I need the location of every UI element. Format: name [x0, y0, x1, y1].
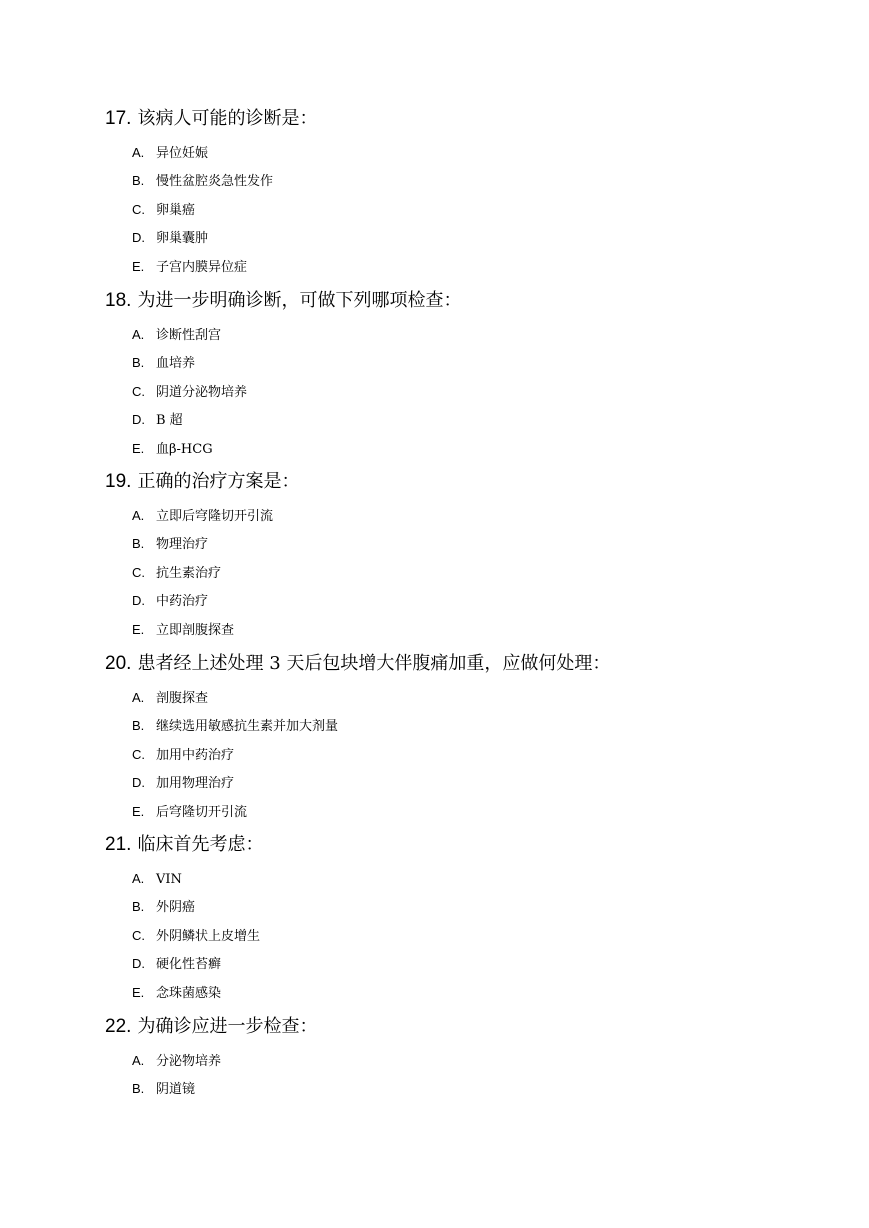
option-list: [132, 143, 805, 285]
question-title: [105, 105, 805, 131]
option-text: 剖腹探查: [156, 691, 209, 706]
option-a: [132, 688, 805, 716]
question-title: [105, 831, 805, 857]
question-title: [105, 1013, 805, 1039]
option-letter: A.: [132, 871, 145, 886]
option-text: 抗生素治疗: [156, 565, 222, 581]
option-text: 血β-HCG: [156, 441, 213, 457]
option-text: B 超: [156, 413, 183, 429]
option-c: [132, 926, 805, 954]
option-letter: D.: [132, 956, 145, 972]
option-letter: B.: [132, 1081, 145, 1097]
option-c: [132, 382, 805, 410]
question-17: [105, 105, 805, 285]
option-a: [132, 869, 805, 897]
question-text: 该病人可能的诊断是：: [137, 108, 318, 129]
option-text: 卵巢癌: [156, 202, 196, 218]
option-text: 中药治疗: [156, 594, 209, 610]
option-letter: B.: [132, 536, 145, 552]
option-text: 物理治疗: [156, 537, 209, 553]
option-text: 加用物理治疗: [156, 776, 235, 792]
option-list: [132, 506, 805, 648]
question-19: [105, 468, 805, 648]
question-number: 20.: [105, 653, 132, 674]
option-list: [132, 688, 805, 830]
option-letter: B.: [132, 718, 145, 734]
question-title: [105, 650, 805, 676]
option-letter: E.: [132, 258, 145, 274]
option-c: [132, 745, 805, 773]
option-a: [132, 506, 805, 534]
question-number: 18.: [105, 290, 132, 311]
option-b: [132, 716, 805, 744]
option-letter: D.: [132, 230, 145, 246]
option-letter: A.: [132, 327, 145, 342]
option-text: 异位妊娠: [156, 146, 209, 161]
option-text: 外阴癌: [156, 900, 196, 916]
option-letter: E.: [132, 621, 145, 637]
option-a: [132, 1051, 805, 1079]
option-b: [132, 1079, 805, 1107]
option-e: [132, 439, 805, 467]
question-text: 患者经上述处理 3 天后包块增大伴腹痛加重，应做何处理：: [137, 653, 611, 674]
option-letter: C.: [132, 746, 145, 762]
option-text: 立即后穹隆切开引流: [156, 509, 274, 524]
option-e: [132, 620, 805, 648]
option-letter: D.: [132, 593, 145, 609]
option-text: 继续选用敏感抗生素并加大剂量: [156, 719, 339, 735]
option-text: 子宫内膜异位症: [156, 259, 248, 275]
question-text: 为进一步明确诊断，可做下列哪项检查：: [137, 290, 462, 311]
question-number: 19.: [105, 471, 132, 492]
option-letter: B.: [132, 899, 145, 915]
option-text: 外阴鳞状上皮增生: [156, 928, 261, 944]
option-letter: C.: [132, 927, 145, 943]
option-letter: D.: [132, 412, 145, 428]
option-list: [132, 325, 805, 467]
question-number: 21.: [105, 834, 132, 855]
option-text: 后穹隆切开引流: [156, 804, 248, 820]
question-number: 22.: [105, 1016, 132, 1037]
option-d: [132, 773, 805, 801]
option-text: 加用中药治疗: [156, 747, 235, 763]
option-d: [132, 410, 805, 438]
option-c: [132, 563, 805, 591]
option-text: 血培养: [156, 356, 196, 372]
option-letter: A.: [132, 1053, 145, 1068]
option-text: 念珠菌感染: [156, 985, 222, 1001]
option-text: 卵巢囊肿: [156, 231, 209, 247]
option-e: [132, 257, 805, 285]
question-text: 正确的治疗方案是：: [137, 471, 300, 492]
option-letter: C.: [132, 564, 145, 580]
option-list: [132, 1051, 805, 1108]
option-text: 阴道分泌物培养: [156, 384, 248, 400]
option-letter: E.: [132, 440, 145, 456]
option-text: 硬化性苔癣: [156, 957, 222, 973]
option-text: 阴道镜: [156, 1082, 196, 1098]
option-text: 诊断性刮宫: [156, 328, 222, 343]
question-number: 17.: [105, 108, 132, 129]
option-letter: A.: [132, 145, 145, 160]
option-letter: A.: [132, 690, 145, 705]
option-b: [132, 353, 805, 381]
option-text: 分泌物培养: [156, 1054, 222, 1069]
option-a: [132, 143, 805, 171]
option-b: [132, 897, 805, 925]
option-letter: E.: [132, 803, 145, 819]
option-e: [132, 802, 805, 830]
option-letter: B.: [132, 355, 145, 371]
option-d: [132, 228, 805, 256]
question-title: [105, 287, 805, 313]
option-letter: A.: [132, 508, 145, 523]
question-text: 临床首先考虑：: [137, 834, 264, 855]
question-21: [105, 831, 805, 1011]
option-text: VIN: [156, 872, 182, 887]
option-letter: E.: [132, 984, 145, 1000]
question-20: [105, 650, 805, 830]
option-a: [132, 325, 805, 353]
option-letter: C.: [132, 201, 145, 217]
option-list: [132, 869, 805, 1011]
question-22: [105, 1013, 805, 1108]
option-e: [132, 983, 805, 1011]
option-letter: B.: [132, 173, 145, 189]
option-text: 慢性盆腔炎急性发作: [156, 174, 274, 190]
question-18: [105, 287, 805, 467]
option-b: [132, 171, 805, 199]
option-d: [132, 591, 805, 619]
question-title: [105, 468, 805, 494]
option-text: 立即剖腹探查: [156, 622, 235, 638]
option-d: [132, 954, 805, 982]
option-letter: C.: [132, 383, 145, 399]
question-text: 为确诊应进一步检查：: [137, 1016, 318, 1037]
option-letter: D.: [132, 775, 145, 791]
option-b: [132, 534, 805, 562]
option-c: [132, 200, 805, 228]
